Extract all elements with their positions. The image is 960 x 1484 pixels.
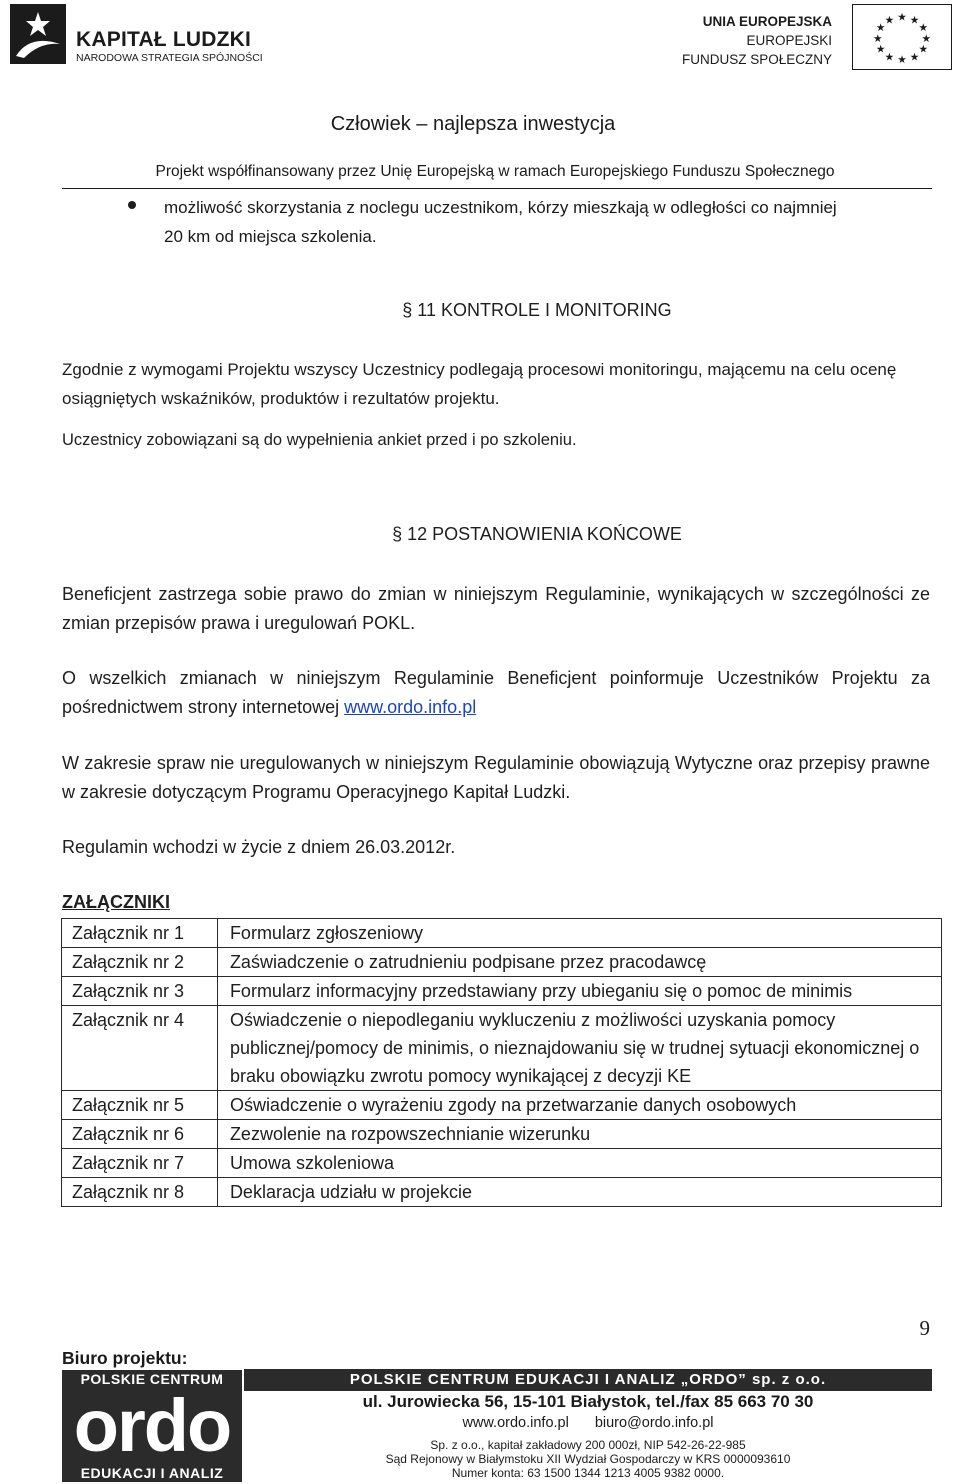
organization-contacts: [244, 1415, 932, 1431]
footer-email[interactable]: biuro@ordo.info.pl: [594, 1415, 714, 1431]
motto: Człowiek – najlepsza inwestycja: [330, 113, 616, 135]
bullet-item: [164, 193, 934, 251]
annex-description: Zaświadczenie o zatrudnieniu podpisane przez pracodawcę: [217, 948, 941, 977]
annexes-title: ZAŁĄCZNIKI: [62, 892, 170, 912]
section-11-heading: § 11 KONTROLE I MONITORING: [402, 300, 672, 320]
section-12-paragraph-3: W zakresie spraw nie uregulowanych w niniejszym Regulaminie obowiązują Wytyczne oraz przepisy prawne w zakresie dotyczącym Programu Operacyjnego Kapitał Ludzki.: [62, 753, 930, 802]
annex-row: [62, 1178, 942, 1207]
bullet-line-1: możliwość skorzystania z noclegu uczestnikom, kórzy mieszkają w odległości co najmniej: [164, 198, 837, 217]
annex-description: Deklaracja udziału w projekcie: [217, 1178, 941, 1207]
cofunding-statement: Projekt współfinansowany przez Unię Europejską w ramach Europejskiego Funduszu Społecznego: [155, 163, 835, 180]
ordo-website-link[interactable]: www.ordo.info.pl: [344, 697, 477, 717]
svg-text:★: ★: [875, 21, 886, 35]
eu-logo-text: [682, 12, 832, 69]
registration-line-3: Numer konta: 63 1500 1344 1213 4005 9382 0000.: [451, 1466, 725, 1480]
svg-text:★: ★: [884, 13, 895, 27]
eu-logo-line1: UNIA EUROPEJSKA: [702, 14, 832, 29]
annex-description: Oświadczenie o niepodleganiu wykluczeniu z możliwości uzyskania pomocy publicznej/pomocy de minimis, o nieznajdowaniu się w trudnej sytuacji ekonomicznej o braku obowiązku zwrotu pomocy wynikającej z decyzji KE: [217, 1006, 941, 1091]
annex-row: [62, 1006, 942, 1091]
svg-text:★: ★: [897, 53, 907, 67]
annex-row: [62, 1091, 942, 1120]
ordo-logo: [62, 1370, 242, 1482]
svg-text:★: ★: [921, 31, 932, 45]
section-12-paragraph-2-text: O wszelkich zmianach w niniejszym Regulaminie Beneficjent poinformuje Uczestników Projektu za pośrednictwem strony internetowej: [62, 668, 930, 717]
svg-text:★: ★: [884, 50, 895, 64]
kapital-ludzki-title: KAPITAŁ LUDZKI: [76, 28, 252, 51]
eu-logo-line2: EUROPEJSKI: [746, 33, 832, 48]
section-11-paragraph-1: Zgodnie z wymogami Projektu wszyscy Uczestnicy podlegają procesowi monitoringu, mającemu na celu ocenę osiągniętych wskaźników, produktów i rezultatów projektu.: [62, 360, 897, 408]
svg-text:★: ★: [918, 42, 929, 56]
ordo-logo-top-text: POLSKIE CENTRUM: [80, 1371, 224, 1387]
annex-row: [62, 1149, 942, 1178]
annex-description: Zezwolenie na rozpowszechnianie wizerunku: [217, 1120, 941, 1149]
annex-number: Załącznik nr 7: [62, 1149, 218, 1178]
annex-number: Załącznik nr 8: [62, 1178, 218, 1207]
eu-logo: [681, 4, 952, 70]
svg-text:★: ★: [875, 42, 886, 56]
svg-text:★: ★: [872, 31, 883, 45]
kapital-ludzki-subtitle: NARODOWA STRATEGIA SPÓJNOŚCI: [76, 52, 263, 64]
svg-text:★: ★: [918, 21, 929, 35]
page-number: 9: [919, 1316, 930, 1340]
annex-number: Załącznik nr 6: [62, 1120, 218, 1149]
bullet-line-2: 20 km od miejsca szkolenia.: [164, 227, 377, 246]
annex-row: [62, 919, 942, 948]
annex-number: Załącznik nr 2: [62, 948, 218, 977]
eu-flag-icon: [852, 4, 952, 70]
annex-row: [62, 977, 942, 1006]
svg-text:★: ★: [897, 10, 907, 24]
annex-description: Oświadczenie o wyrażeniu zgody na przetwarzanie danych osobowych: [217, 1091, 941, 1120]
section-12-paragraph-4: Regulamin wchodzi w życie z dniem 26.03.2012r.: [62, 837, 456, 857]
kapital-ludzki-emblem-icon: [10, 4, 66, 64]
eu-logo-line3: FUNDUSZ SPOŁECZNY: [681, 52, 832, 67]
organization-address: ul. Jurowiecka 56, 15-101 Białystok, tel./fax 85 663 70 30: [362, 1392, 814, 1411]
section-12-heading: § 12 POSTANOWIENIA KOŃCOWE: [392, 524, 682, 544]
organization-name-banner: POLSKIE CENTRUM EDUKACJI I ANALIZ „ORDO” sp. z o.o.: [244, 1369, 932, 1391]
svg-text:★: ★: [909, 13, 920, 27]
annex-number: Załącznik nr 4: [62, 1006, 218, 1091]
kapital-ludzki-logo: [10, 4, 263, 66]
section-12-paragraph-1: Beneficjent zastrzega sobie prawo do zmian w niniejszym Regulaminie, wynikających w szczególności ze zmian przepisów prawa i uregulowań POKL.: [62, 584, 930, 633]
annex-description: Formularz zgłoszeniowy: [217, 919, 941, 948]
svg-text:★: ★: [909, 50, 920, 64]
section-11-paragraph-2: Uczestnicy zobowiązani są do wypełnienia ankiet przed i po szkoleniu.: [62, 431, 577, 449]
project-office-label: Biuro projektu:: [62, 1348, 188, 1368]
annex-number: Załącznik nr 5: [62, 1091, 218, 1120]
ordo-logo-wordmark: ordo: [73, 1384, 231, 1467]
annex-row: [62, 1120, 942, 1149]
bullet-icon: [128, 201, 136, 209]
footer-website[interactable]: www.ordo.info.pl: [462, 1415, 569, 1431]
annex-description: Formularz informacyjny przedstawiany przy ubieganiu się o pomoc de minimis: [217, 977, 941, 1006]
registration-line-2: Sąd Rejonowy w Białymstoku XII Wydział Gospodarczy w KRS 0000093610: [385, 1452, 791, 1466]
annex-row: [62, 948, 942, 977]
annex-description: Umowa szkoleniowa: [217, 1149, 941, 1178]
section-12-paragraph-2: [62, 664, 930, 722]
annexes-table: [61, 918, 942, 1207]
registration-line-1: Sp. z o.o., kapitał zakładowy 200 000zł, NIP 542-26-22-985: [430, 1438, 746, 1452]
annex-number: Załącznik nr 3: [62, 977, 218, 1006]
annex-number: Załącznik nr 1: [62, 919, 218, 948]
ordo-logo-bottom-text: EDUKACJI I ANALIZ: [80, 1465, 224, 1481]
header-divider: [62, 188, 932, 189]
